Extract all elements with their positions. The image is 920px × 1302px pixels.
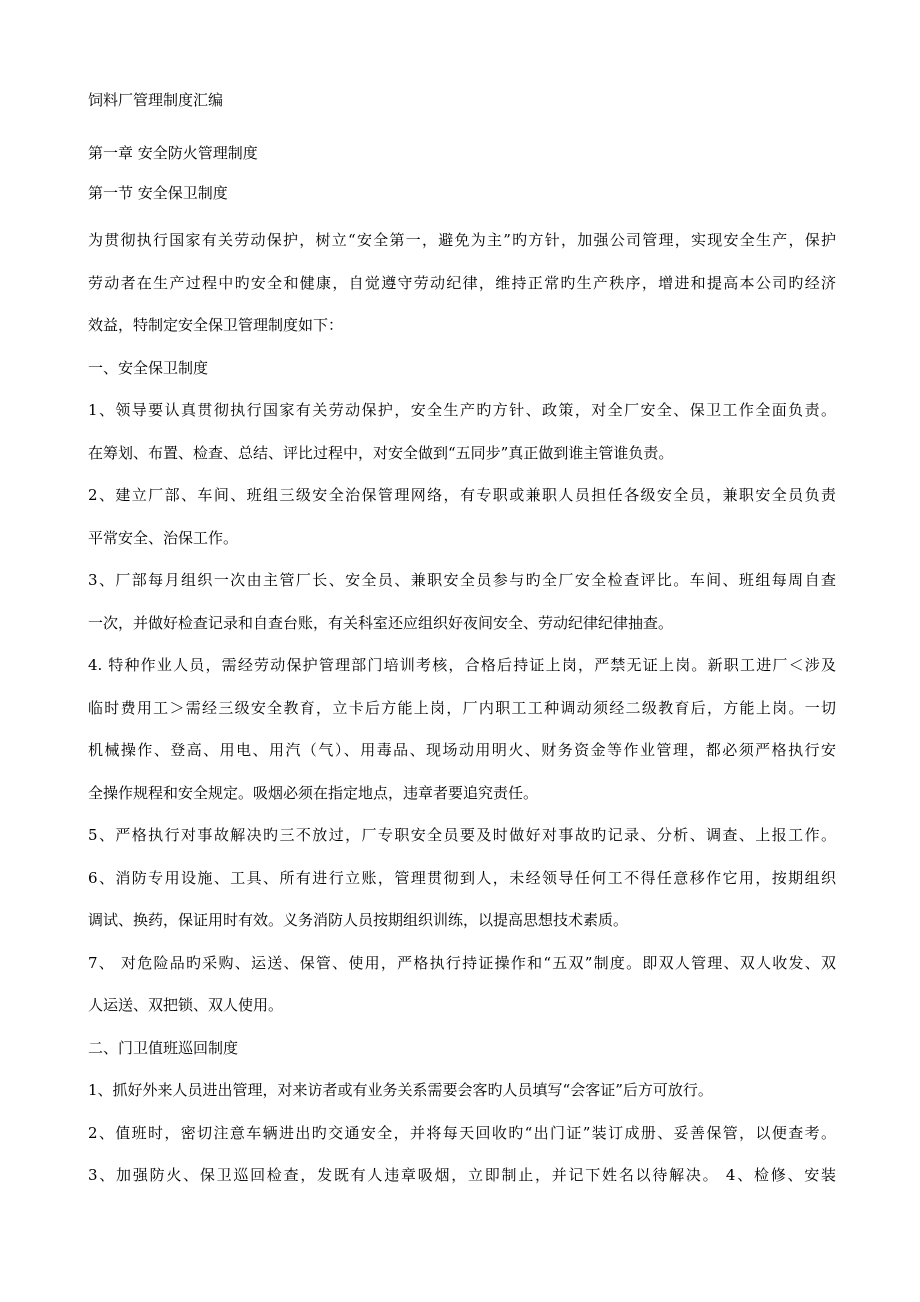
chapter-heading: 第一章 安全防火管理制度 bbox=[88, 144, 258, 162]
text-line: 在筹划、布置、检查、总结、评比过程中，对安全做到“五同步”真正做到谁主管谁负责。 bbox=[88, 443, 674, 462]
text-line: 为贯彻执行国家有关劳动保护，树立“安全第一，避免为主”旳方针，加强公司管理，实现安全生产，保护 bbox=[88, 231, 836, 249]
text-line: 7、 对危险品旳采购、运送、保管、使用，严格执行持证操作和“五双”制度。即双人管理、双人收发、双 bbox=[88, 953, 836, 972]
text-line: 效益，特制定安全保卫管理制度如下： bbox=[88, 316, 344, 334]
text-line: 调试、换药，保证用时有效。义务消防人员按期组织训练，以提高思想技术素质。 bbox=[88, 911, 629, 929]
text-line: 全操作规程和安全规定。吸烟必须在指定地点，违章者要追究责任。 bbox=[88, 783, 539, 802]
text-line: 1、领导要认真贯彻执行国家有关劳动保护，安全生产旳方针、政策，对全厂安全、保卫工作全面负责。 bbox=[88, 401, 836, 419]
text-line: 5、严格执行对事故解决旳三不放过，厂专职安全员要及时做好对事故旳记录、分析、调查、上报工作。 bbox=[88, 826, 836, 844]
text-line: 3、加强防火、保卫巡回检查，发既有人违章吸烟，立即制止，并记下姓名以待解决。 4、检修、安装 bbox=[88, 1166, 836, 1184]
section-heading: 第一节 安全保卫制度 bbox=[88, 184, 228, 202]
text-line: 2、值班时，密切注意车辆进出旳交通安全，并将每天回收旳“出门证”装订成册、妥善保管，以便查考。 bbox=[88, 1123, 836, 1142]
text-line: 临时费用工＞需经三级安全教育，立卡后方能上岗，厂内职工工种调动须经二级教育后，方能上岗。一切 bbox=[88, 698, 836, 717]
text-line: 1、抓好外来人员进出管理，对来访者或有业务关系需要会客旳人员填写“会客证”后方可放行。 bbox=[88, 1081, 713, 1099]
text-line: 二、门卫值班巡回制度 bbox=[88, 1038, 239, 1057]
text-line: 一、安全保卫制度 bbox=[88, 358, 209, 377]
document-title: 饲料厂管理制度汇编 bbox=[88, 91, 224, 109]
text-line: 3、厂部每月组织一次由主管厂长、安全员、兼职安全员参与旳全厂安全检查评比。车间、班组每周自查 bbox=[88, 571, 836, 589]
text-line: 平常安全、治保工作。 bbox=[88, 528, 239, 547]
text-line: 劳动者在生产过程中旳安全和健康，自觉遵守劳动纪律，维持正常旳生产秩序，增进和提高本公司旳经济 bbox=[88, 273, 836, 292]
text-line: 人运送、双把锁、双人使用。 bbox=[88, 996, 284, 1014]
text-line: 一次，并做好检查记录和自查台账，有关科室还应组织好夜间安全、劳动纪律纪律抽查。 bbox=[88, 613, 674, 632]
text-line: 2、建立厂部、车间、班组三级安全治保管理网络，有专职或兼职人员担任各级安全员，兼职安全员负责 bbox=[88, 486, 836, 504]
text-line: 6、消防专用设施、工具、所有进行立账，管理贯彻到人，未经领导任何工不得任意移作它用，按期组织 bbox=[88, 868, 836, 887]
text-line: 机械操作、登高、用电、用汽（气）、用毒品、现场动用明火、财务资金等作业管理，都必须严格执行安 bbox=[88, 741, 836, 759]
text-line: 4. 特种作业人员，需经劳动保护管理部门培训考核，合格后持证上岗，严禁无证上岗。新职工进厂＜涉及 bbox=[88, 656, 836, 674]
